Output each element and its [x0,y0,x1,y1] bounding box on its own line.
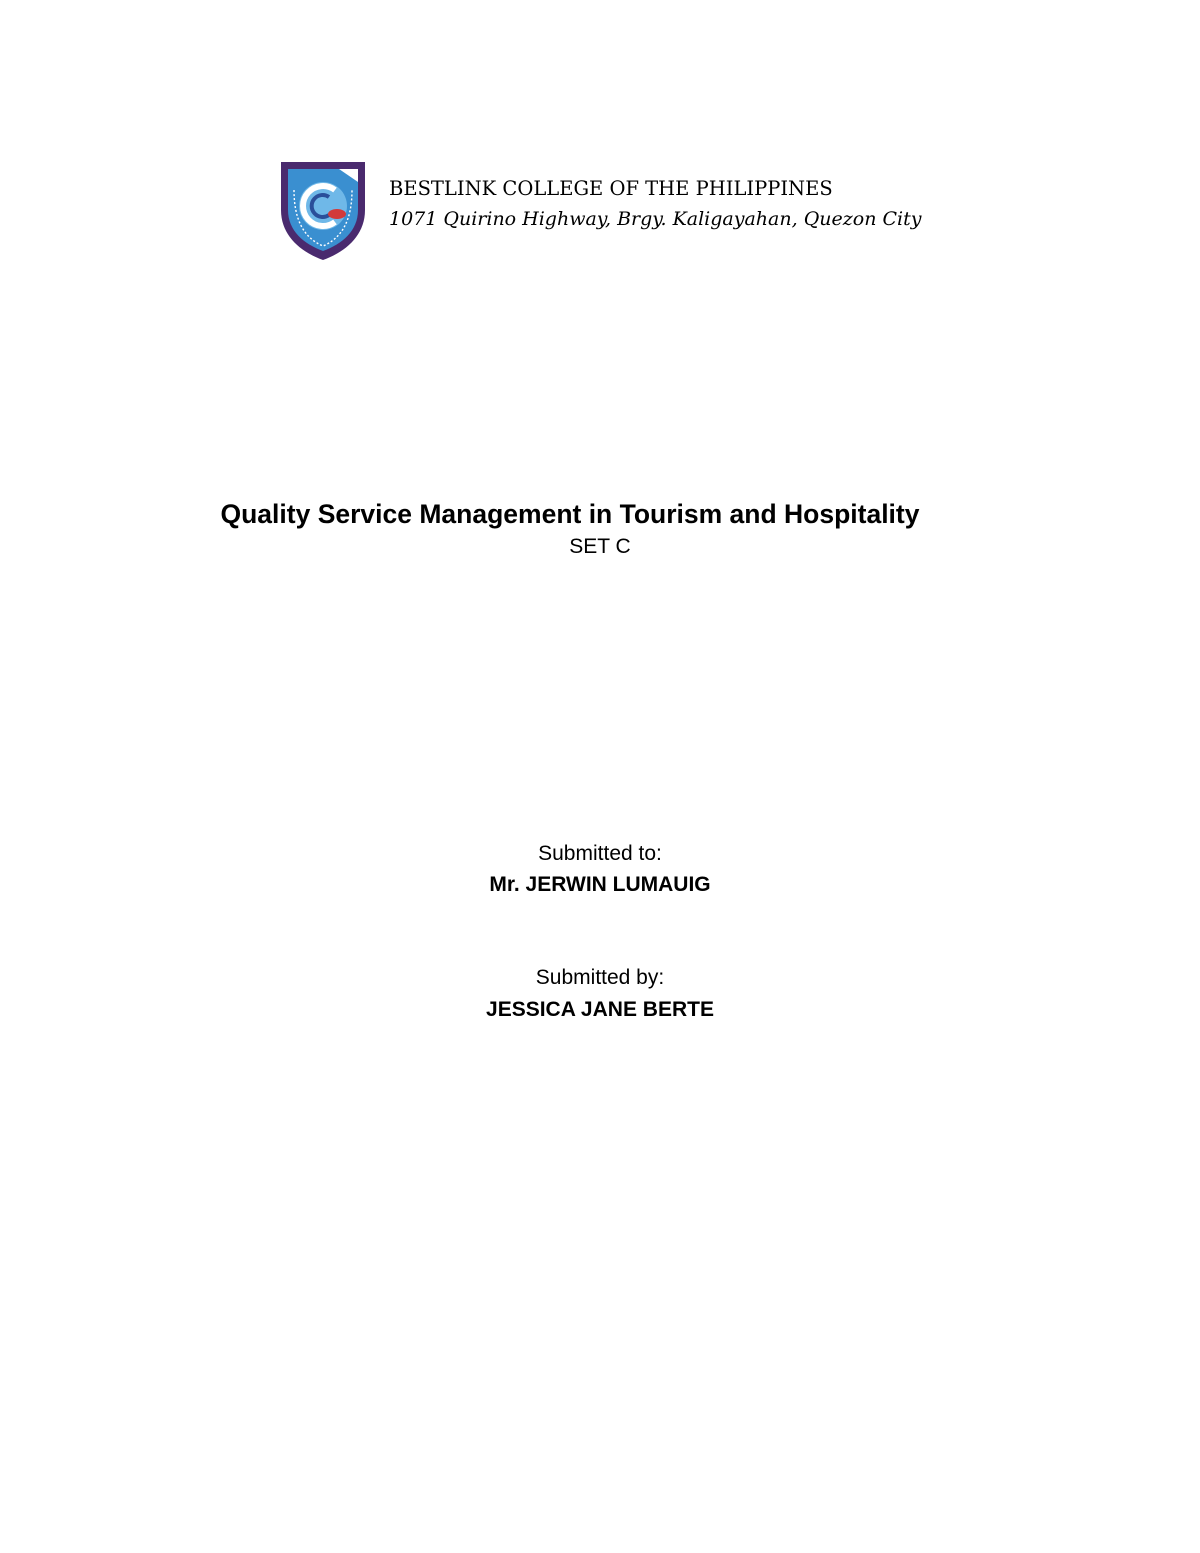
letterhead [279,160,979,264]
document-title: Quality Service Management in Tourism and Hospitality [220,499,920,529]
submitted-to-name: Mr. JERWIN LUMAUIG [489,873,711,896]
college-address: 1071 Quirino Highway, Brgy. Kaligayahan, Quezon City [389,208,922,230]
submitted-by-name: JESSICA JANE BERTE [486,998,714,1021]
college-name: BESTLINK COLLEGE OF THE PHILIPPINES [389,177,833,200]
submitted-by-label: Submitted by: [535,966,665,989]
college-seal-icon [279,160,367,262]
submitted-to-label: Submitted to: [538,842,662,865]
set-label: SET C [569,535,631,558]
